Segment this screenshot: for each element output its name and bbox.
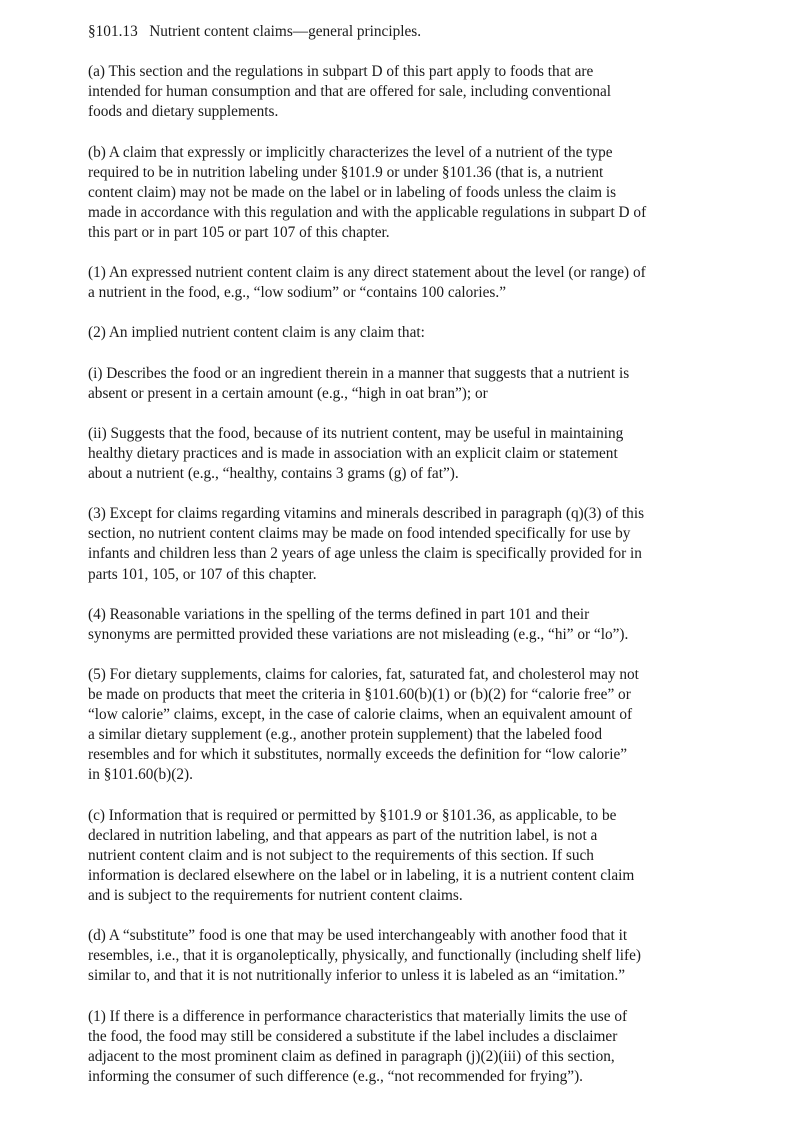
paragraph-line: healthy dietary practices and is made in association with an explicit claim or statement [88, 444, 618, 462]
section-number: §101.13 [88, 23, 138, 40]
paragraph-line: parts 101, 105, or 107 of this chapter. [88, 565, 317, 583]
paragraph-line: be made on products that meet the criteria in §101.60(b)(1) or (b)(2) for “calorie free” or [88, 686, 631, 704]
paragraph-line: made in accordance with this regulation and with the applicable regulations in subpart D of [88, 203, 647, 221]
paragraph-b [88, 143, 728, 243]
paragraph-line: (ii) Suggests that the food, because of its nutrient content, may be useful in maintaining [88, 424, 624, 442]
paragraph-b2i [88, 364, 728, 404]
paragraph-b2 [88, 323, 728, 343]
paragraph-line: (i) Describes the food or an ingredient therein in a manner that suggests that a nutrient is [88, 364, 630, 382]
paragraph-b3 [88, 504, 728, 584]
paragraph-b4 [88, 605, 728, 645]
paragraph-b1 [88, 263, 728, 303]
paragraph-line: similar to, and that it is not nutritionally inferior to unless it is labeled as an “imitation.” [88, 967, 625, 985]
paragraph-line: (d) A “substitute” food is one that may be used interchangeably with another food that it [88, 927, 628, 945]
section-heading-line [88, 23, 421, 40]
paragraph-line: in §101.60(b)(2). [88, 766, 193, 784]
paragraph-line: absent or present in a certain amount (e.g., “high in oat bran”); or [88, 384, 488, 402]
paragraph-line: (c) Information that is required or permitted by §101.9 or §101.36, as applicable, to be [88, 806, 617, 824]
paragraph-line: (b) A claim that expressly or implicitly characterizes the level of a nutrient of the type [88, 143, 613, 161]
paragraph-list [88, 62, 728, 1087]
paragraph-line: and is subject to the requirements for nutrient content claims. [88, 887, 463, 905]
paragraph-line: resembles, i.e., that it is organoleptically, physically, and functionally (including shelf life) [88, 947, 641, 965]
paragraph-line: (5) For dietary supplements, claims for calories, fat, saturated fat, and cholesterol may not [88, 666, 639, 683]
paragraph-a [88, 62, 728, 122]
paragraph-line: content claim) may not be made on the label or in labeling of foods unless the claim is [88, 183, 617, 201]
paragraph-c [88, 806, 728, 906]
paragraph-line: infants and children less than 2 years of age unless the claim is specifically provided for in [88, 545, 642, 563]
paragraph-line: required to be in nutrition labeling under §101.9 or under §101.36 (that is, a nutrient [88, 163, 604, 181]
paragraph-line: (2) An implied nutrient content claim is any claim that: [88, 324, 425, 342]
paragraph-line: the food, the food may still be considered a substitute if the label includes a disclaimer [88, 1027, 618, 1045]
paragraph-line: about a nutrient (e.g., “healthy, contains 3 grams (g) of fat”). [88, 465, 459, 483]
paragraph-line: informing the consumer of such difference (e.g., “not recommended for frying”). [88, 1067, 583, 1085]
paragraph-line: intended for human consumption and that are offered for sale, including conventional [88, 83, 612, 101]
paragraph-line: information is declared elsewhere on the label or in labeling, it is a nutrient content claim [88, 866, 635, 884]
paragraph-line: nutrient content claim and is not subject to the requirements of this section. If such [88, 846, 594, 864]
paragraph-line: (4) Reasonable variations in the spelling of the terms defined in part 101 and their [88, 605, 590, 623]
paragraph-line: section, no nutrient content claims may be made on food intended specifically for use by [88, 525, 631, 543]
paragraph-line: a nutrient in the food, e.g., “low sodium” or “contains 100 calories.” [88, 284, 506, 302]
paragraph-line: “low calorie” claims, except, in the case of calorie claims, when an equivalent amount of [88, 706, 633, 724]
paragraph-d1 [88, 1007, 728, 1087]
paragraph-line: this part or in part 105 or part 107 of this chapter. [88, 223, 390, 241]
paragraph-line: a similar dietary supplement (e.g., another protein supplement) that the labeled food [88, 726, 602, 744]
paragraph-line: (3) Except for claims regarding vitamins and minerals described in paragraph (q)(3) of this [88, 505, 645, 523]
paragraph-line: declared in nutrition labeling, and that appears as part of the nutrition label, is not a [88, 826, 598, 844]
paragraph-b2ii [88, 424, 728, 484]
paragraph-d [88, 926, 728, 986]
document-page [88, 22, 728, 1107]
paragraph-line: adjacent to the most prominent claim as defined in paragraph (j)(2)(iii) of this section, [88, 1047, 615, 1065]
paragraph-line: (1) An expressed nutrient content claim is any direct statement about the level (or range) of [88, 264, 646, 282]
paragraph-line: (a) This section and the regulations in subpart D of this part apply to foods that are [88, 63, 594, 81]
paragraph-b5 [88, 665, 728, 786]
section-heading [88, 22, 728, 42]
paragraph-line: (1) If there is a difference in performance characteristics that materially limits the use of [88, 1007, 628, 1025]
paragraph-line: synonyms are permitted provided these variations are not misleading (e.g., “hi” or “lo”). [88, 625, 629, 643]
section-title: Nutrient content claims—general principles. [149, 23, 422, 40]
paragraph-line: resembles and for which it substitutes, normally exceeds the definition for “low calorie” [88, 746, 628, 764]
paragraph-line: foods and dietary supplements. [88, 103, 279, 121]
